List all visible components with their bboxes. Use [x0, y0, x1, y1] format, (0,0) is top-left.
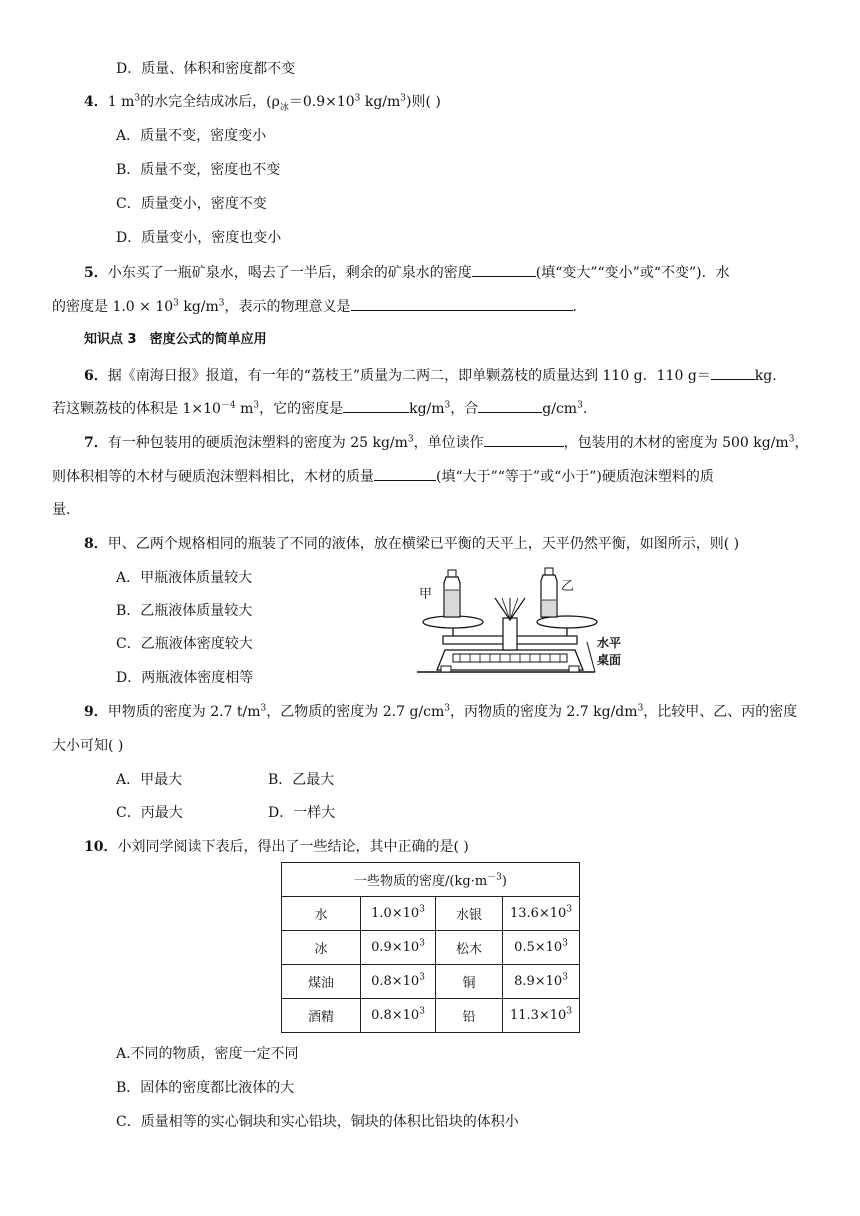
density-cell — [361, 999, 436, 1033]
q6-number: 6． — [84, 368, 108, 384]
q10-option-a: A.不同的物质，密度一定不同 — [116, 1046, 299, 1062]
density-value: 11.3×10 — [509, 1008, 567, 1023]
q10-option-c: C．质量相等的实心铜块和实心铅块，铜块的体积比铅块的体积小 — [116, 1114, 519, 1130]
density-value: 0.5×10 — [514, 940, 563, 955]
density-value: 8.9×10 — [514, 974, 563, 989]
density-cell — [503, 931, 580, 965]
q7-text: (填“大于”“等于”或“小于”)硬质泡沫塑料的质 — [436, 469, 714, 485]
density-cell — [503, 965, 580, 999]
fig-label-left: 甲 — [419, 587, 433, 602]
q8-text: 甲、乙两个规格相同的瓶装了不同的液体，放在横梁已平衡的天平上，天平仍然平衡，如图所示，则( ) — [107, 536, 740, 552]
q4-option-a: A．质量不变，密度变小 — [116, 128, 267, 144]
density-value: 1.0×10 — [371, 906, 420, 921]
q10-text: 小刘同学阅读下表后，得出了一些结论，其中正确的是( ) — [117, 839, 469, 855]
q5-blank-1[interactable] — [472, 262, 536, 277]
q7-text: 有一种包装用的硬质泡沫塑料的密度为 25 kg/m — [107, 435, 408, 451]
q9-option-c: C．丙最大 — [116, 805, 183, 821]
q7-line1 — [84, 432, 808, 453]
density-value: 13.6×10 — [509, 906, 567, 921]
density-exp: 3 — [566, 904, 573, 915]
density-table — [281, 862, 580, 1033]
q9-option-d: D．一样大 — [268, 805, 336, 821]
q9-text: ，丙物质的密度为 2.7 kg/dm — [449, 704, 638, 720]
q4-sup: 3 — [400, 93, 407, 104]
q9-line2: 大小可知( ) — [52, 738, 124, 754]
table-row — [282, 965, 580, 999]
left-bottle-icon — [444, 570, 460, 617]
q9-text: ，乙物质的密度为 2.7 g/cm — [266, 704, 445, 720]
q7-sup: 3 — [788, 434, 795, 445]
q6-text: g/cm — [542, 401, 578, 417]
q4-option-c: C．质量变小，密度不变 — [116, 196, 267, 212]
q9-sup: 3 — [637, 703, 644, 714]
q9-sup: 3 — [444, 703, 450, 714]
density-cell — [361, 931, 436, 965]
q8-option-a: A．甲瓶液体质量较大 — [116, 570, 253, 586]
substance-cell: 煤油 — [282, 965, 361, 999]
right-bottle-icon — [541, 568, 557, 617]
q6-text: kg. — [754, 368, 777, 384]
q9-text: ，比较甲、乙、丙的密度 — [643, 704, 798, 720]
q6-sup: 3 — [577, 400, 583, 411]
q6-blank-2[interactable] — [343, 398, 409, 413]
table-title-text: 一些物质的密度/(kg·m — [354, 874, 488, 889]
q4-option-d: D．质量变小，密度也变小 — [116, 230, 282, 246]
q6-text: ，合 — [450, 401, 479, 417]
q5-text: ，表示的物理意义是 — [224, 299, 351, 315]
q8-option-c: C．乙瓶液体密度较大 — [116, 636, 253, 652]
q4-option-b: B．质量不变，密度也不变 — [116, 162, 281, 178]
substance-cell: 铜 — [436, 965, 503, 999]
q7-blank-1[interactable] — [484, 432, 564, 447]
q7-blank-2[interactable] — [374, 466, 436, 481]
q6-sup: 3 — [444, 400, 451, 411]
density-cell — [361, 965, 436, 999]
balance-scale-figure — [415, 562, 635, 678]
q4-sub: 冰 — [279, 102, 289, 113]
density-cell — [361, 897, 436, 931]
q5-number: 5． — [84, 265, 108, 281]
q10-option-b: B．固体的密度都比液体的大 — [116, 1080, 295, 1096]
q6-line2 — [52, 398, 587, 419]
table-row — [282, 897, 580, 931]
density-value: 0.9×10 — [371, 940, 420, 955]
density-exp: 3 — [419, 904, 425, 915]
q7-number: 7． — [84, 435, 108, 451]
substance-cell: 酒精 — [282, 999, 361, 1033]
table-row — [282, 999, 580, 1033]
density-value: 0.8×10 — [371, 974, 420, 989]
left-pan — [423, 616, 483, 628]
q5-blank-2[interactable] — [351, 296, 573, 311]
density-value: 0.8×10 — [371, 1008, 420, 1023]
q6-text: ，它的密度是 — [259, 401, 344, 417]
q7-text: ，单位读作 — [413, 435, 484, 451]
q9-option-b: B．乙最大 — [268, 772, 335, 788]
substance-cell: 铅 — [436, 999, 503, 1033]
fig-label-surface-1: 水平 — [597, 636, 622, 650]
q6-text: m — [235, 401, 254, 417]
q7-text: 则体积相等的木材与硬质泡沫塑料相比，木材的质量 — [52, 469, 374, 485]
q5-line2 — [52, 296, 587, 317]
density-exp: 3 — [419, 972, 425, 983]
q6-sup: 3 — [253, 400, 260, 411]
density-exp: 3 — [419, 938, 425, 949]
substance-cell: 松木 — [436, 931, 503, 965]
substance-cell: 水 — [282, 897, 361, 931]
density-exp: 3 — [562, 938, 568, 949]
q5-text: 小东买了一瓶矿泉水，喝去了一半后，剩余的矿泉水的密度 — [107, 265, 472, 281]
q6-blank-1[interactable] — [711, 365, 755, 380]
table-header-row — [282, 863, 580, 897]
right-pan — [537, 616, 597, 628]
q4-stem-text: 1 m — [107, 94, 135, 110]
q4-stem-text: kg/m — [360, 94, 401, 110]
q5-text: (填“变大”“变小”或“不变”)．水 — [535, 265, 730, 281]
q9-line1 — [84, 702, 797, 722]
q6-line1 — [84, 365, 777, 386]
q9-text: 甲物质的密度为 2.7 t/m — [107, 704, 261, 720]
q9-option-a: A．甲最大 — [116, 772, 183, 788]
q7-text: ， — [794, 435, 809, 451]
fig-label-surface-2: 桌面 — [597, 653, 622, 667]
q4-number: 4． — [84, 94, 108, 110]
q4-stem-text: ＝0.9×10 — [288, 94, 355, 110]
q4-sup: 3 — [354, 93, 361, 104]
q4-answer-paren: )则( ) — [406, 94, 441, 110]
q4-stem — [84, 92, 441, 112]
q6-text: . — [582, 401, 588, 417]
q8-stem — [84, 534, 739, 554]
density-exp: 3 — [419, 1006, 425, 1017]
substance-cell: 水银 — [436, 897, 503, 931]
density-exp: 3 — [566, 1006, 573, 1017]
table-title-sup: －3 — [487, 872, 502, 883]
q6-blank-3[interactable] — [478, 398, 542, 413]
substance-cell: 冰 — [282, 931, 361, 965]
q5-text: 的密度是 1.0 × 10 — [52, 299, 174, 315]
q8-number: 8． — [84, 536, 108, 552]
q3-option-d: D．质量、体积和密度都不变 — [116, 61, 296, 77]
q5-sup: 3 — [173, 298, 179, 309]
balance-pillar — [503, 618, 517, 650]
q6-sup: －4 — [220, 400, 236, 411]
density-cell — [503, 999, 580, 1033]
q5-line1 — [84, 262, 730, 283]
q7-text: ，包装用的木材的密度为 500 kg/m — [563, 435, 789, 451]
q4-stem-text: 的水完全结成冰后，(ρ — [140, 94, 280, 110]
q10-stem — [84, 837, 469, 857]
q9-sup: 3 — [260, 703, 267, 714]
section-heading: 知识点 3 密度公式的简单应用 — [84, 332, 267, 347]
q8-option-d: D．两瓶液体密度相等 — [116, 670, 254, 686]
q5-text: kg/m — [178, 299, 219, 315]
q9-number: 9． — [84, 704, 108, 720]
table-title — [282, 863, 580, 897]
q4-sup: 3 — [134, 93, 141, 104]
table-row — [282, 931, 580, 965]
table-title-text: ) — [501, 874, 507, 889]
density-cell — [503, 897, 580, 931]
q6-text: 若这颗荔枝的体积是 1×10 — [52, 401, 221, 417]
q7-line3: 量. — [52, 502, 71, 518]
q6-text: 据《南海日报》报道，有一年的“荔枝王”质量为二两二，即单颗荔枝的质量达到 110 g．110 g＝ — [107, 368, 711, 384]
q10-number: 10． — [84, 839, 118, 855]
density-exp: 3 — [562, 972, 568, 983]
q7-line2 — [52, 466, 714, 487]
q8-option-b: B．乙瓶液体质量较大 — [116, 603, 253, 619]
q5-sup: 3 — [218, 298, 225, 309]
fig-label-right: 乙 — [561, 579, 575, 594]
q5-text: ． — [572, 299, 587, 315]
q6-text: kg/m — [409, 401, 445, 417]
q7-sup: 3 — [407, 434, 414, 445]
